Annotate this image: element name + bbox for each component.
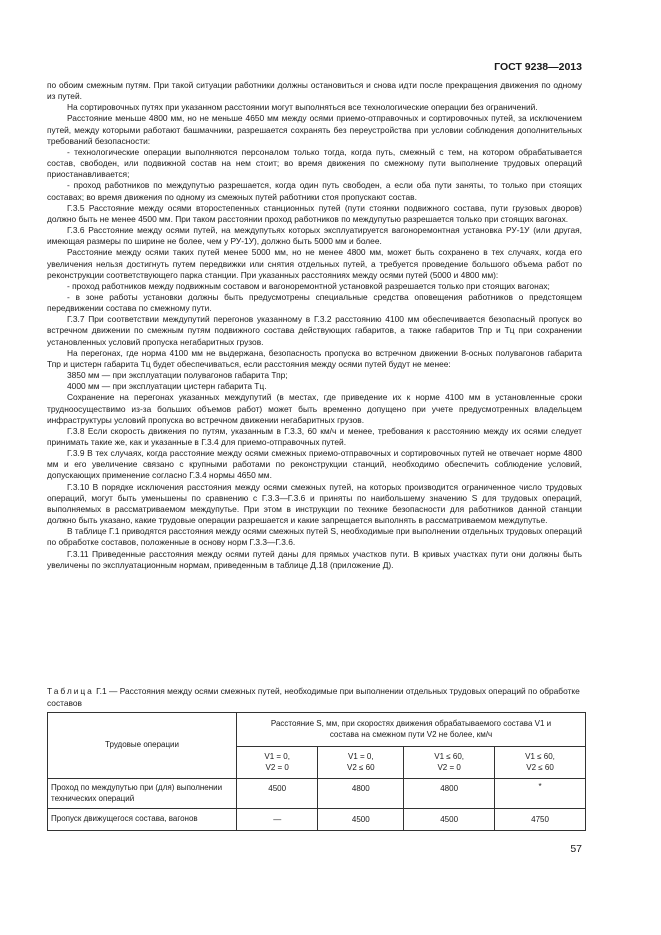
paragraph: Г.3.8 Если скорость движения по путям, указанным в Г.3.3, 60 км/ч и менее, требования к расстоянию между их осями следует принимать такие же, как и указанные в Г.3.4 для приемо-отправочных путей. <box>47 425 582 447</box>
subheader-cell: V1 ≤ 60, V2 = 0 <box>404 747 495 779</box>
paragraph: Сохранение на перегонах указанных междупутий (в местах, где приведение их к норме 4100 мм в установленные сроки трудноосуществимо из-за больших объемов работ) может быть временно допущено при учете предусмотренных владельцем инфраструктуры условий пропуска во встречном движении негабаритных грузов. <box>47 392 582 425</box>
paragraph: В таблице Г.1 приводятся расстояния между осями смежных путей S, необходимые при выполнении отдельных трудовых операций по обработке составов, положенные в основу норм Г.3.3—Г.3.6. <box>47 526 582 548</box>
paragraph: На сортировочных путях при указанном расстоянии могут выполняться все технологические операции без ограничений. <box>67 102 538 113</box>
table-row <box>48 779 586 809</box>
paragraph: Г.3.7 При соответствии междупутий перегонов указанному в Г.3.2 расстоянию 4100 мм обеспечивается безопасный пропуск во встречном движении по смежным путям подвижного состава действующих габаритов, а также габаритов Тпр и Тц при сохранении установленных условий пропуска негабаритных грузов. <box>47 314 582 347</box>
subheader-cell: V1 = 0, V2 ≤ 60 <box>318 747 404 779</box>
table-cell: 4800 <box>318 779 404 809</box>
table-cell: 4500 <box>237 779 318 809</box>
table-caption-text: Г.1 — Расстояния между осями смежных путей, необходимые при выполнении отдельных трудовых операций по обработке составов <box>47 686 580 708</box>
table-cell: 4750 <box>495 809 586 831</box>
paragraph: На перегонах, где норма 4100 мм не выдержана, безопасность пропуска во встречном движении 8-осных полувагонов габарита Тпр и цистерн габарита Тц будет обеспечиваться, если расстояния между осями путей будут не менее: <box>47 347 582 369</box>
column-group-header: Расстояние S, мм, при скоростях движения обрабатываемого состава V1 и состава на смежном пути V2 не более, км/ч <box>237 713 586 747</box>
paragraph: Г.3.5 Расстояние между осями второстепенных станционных путей (пути стоянки подвижного состава, пути грузовых дворов) должно быть не менее 4500 мм. При таком расстоянии проход работников по междупутью разрешается только при стоящих вагонах. <box>47 202 582 224</box>
body-text <box>47 80 582 571</box>
paragraph: по обоим смежным путям. При такой ситуации работники должны остановиться и снова идти после прекращения движения по одному из путей. <box>47 80 582 102</box>
paragraph: Г.3.9 В тех случаях, когда расстояние между осями смежных приемо-отправочных и сортировочных путей не отвечает норме 4800 мм и его увеличение связано с крупными работами по реконструкции станций, необходимо обеспечить соблюдение условий, допускающих применение согласно Г.3.4 нормы 4650 мм. <box>47 448 582 481</box>
paragraph: Г.3.11 Приведенные расстояния между осями путей даны для прямых участков пути. В кривых участках пути они должны быть увеличены по эксплуатационным нормам, приведенным в таблице Д.18 (приложение Д). <box>47 548 582 570</box>
document-header: ГОСТ 9238—2013 <box>494 61 582 73</box>
paragraph: - проход работников между подвижным составом и вагоноремонтной установкой разрешается только при стоящих вагонах; <box>67 280 550 291</box>
table-caption <box>47 686 587 709</box>
paragraph: - в зоне работы установки должны быть предусмотрены специальные средства оповещения работников о предстоящем передвижении состава по смежному пути. <box>47 291 582 314</box>
table-cell: 4500 <box>318 809 404 831</box>
subheader-cell: V1 = 0, V2 = 0 <box>237 747 318 779</box>
paragraph: Г.3.10 В порядке исключения расстояния между осями смежных путей, на которых производится ограниченное число трудовых операций, могут быть уменьшены по сравнению с Г.3.3—Г.3.6 и приняты по наибольшему значению S для трудовых операций, выполняемых в рассматриваемом междупутье. При этом в инструкции по технике безопасности для работников данной станции должно быть указано, какие трудовые операции разрешается и какие запрещается выполнять в рассматриваемом междупутье. <box>47 481 582 526</box>
table-header-row <box>48 713 586 747</box>
paragraph: Расстояние между осями таких путей менее 5000 мм, но не менее 4800 мм, может быть сохранено в тех случаях, когда его увеличения нельзя достигнуть путем передвижки или снятия отдельных путей, а требуется проведение большого объема работ по реконструкции соответствующего парка станции. При указанных расстояниях между осями путей (5000 и 4800 мм): <box>47 247 582 280</box>
subheader-cell: V1 ≤ 60, V2 ≤ 60 <box>495 747 586 779</box>
table-cell: 4500 <box>404 809 495 831</box>
paragraph: - технологические операции выполняются персоналом только тогда, когда путь, смежный с тем, на котором обрабатывается состав, свободен, или подвижной состав на нем стоит; во время движения по смежному пути выполнение трудовых операций приостанавливается; <box>47 146 582 180</box>
table-cell: 4800 <box>404 779 495 809</box>
paragraph: Г.3.6 Расстояние между осями путей, на междупутьях которых эксплуатируется вагоноремонтная установка РУ-1У (или другая, имеющая размеры по ширине не более, чем у РУ-1У), должно быть 5000 мм и более. <box>47 225 582 247</box>
table-cell: * <box>495 779 586 809</box>
table-caption-label: Таблица <box>47 686 94 696</box>
paragraph: Расстояние меньше 4800 мм, но не меньше 4650 мм между осями приемо-отправочных и сортировочных путей, за исключением путей, между которыми работают башмачники, разрешается сохранять без переустройства при условии соблюдения дополнительных требований безопасности: <box>47 113 582 146</box>
row-label: Пропуск движущегося состава, вагонов <box>48 809 237 831</box>
paragraph: 3850 мм — при эксплуатации полувагонов габарита Тпр; <box>67 370 288 381</box>
page-number: 57 <box>570 843 582 855</box>
column-header-operations: Трудовые операции <box>48 713 237 779</box>
paragraph: 4000 мм — при эксплуатации цистерн габарита Тц. <box>67 381 267 392</box>
table-row <box>48 809 586 831</box>
distance-table <box>47 712 586 831</box>
table-cell: — <box>237 809 318 831</box>
paragraph: - проход работников по междупутью разрешается, когда один путь свободен, а если оба пути заняты, то только при стоящих составах; во время движения по одному из смежных путей работники стоя пропускают состав. <box>47 180 582 202</box>
row-label: Проход по междупутью при (для) выполнении технических операций <box>48 779 237 809</box>
